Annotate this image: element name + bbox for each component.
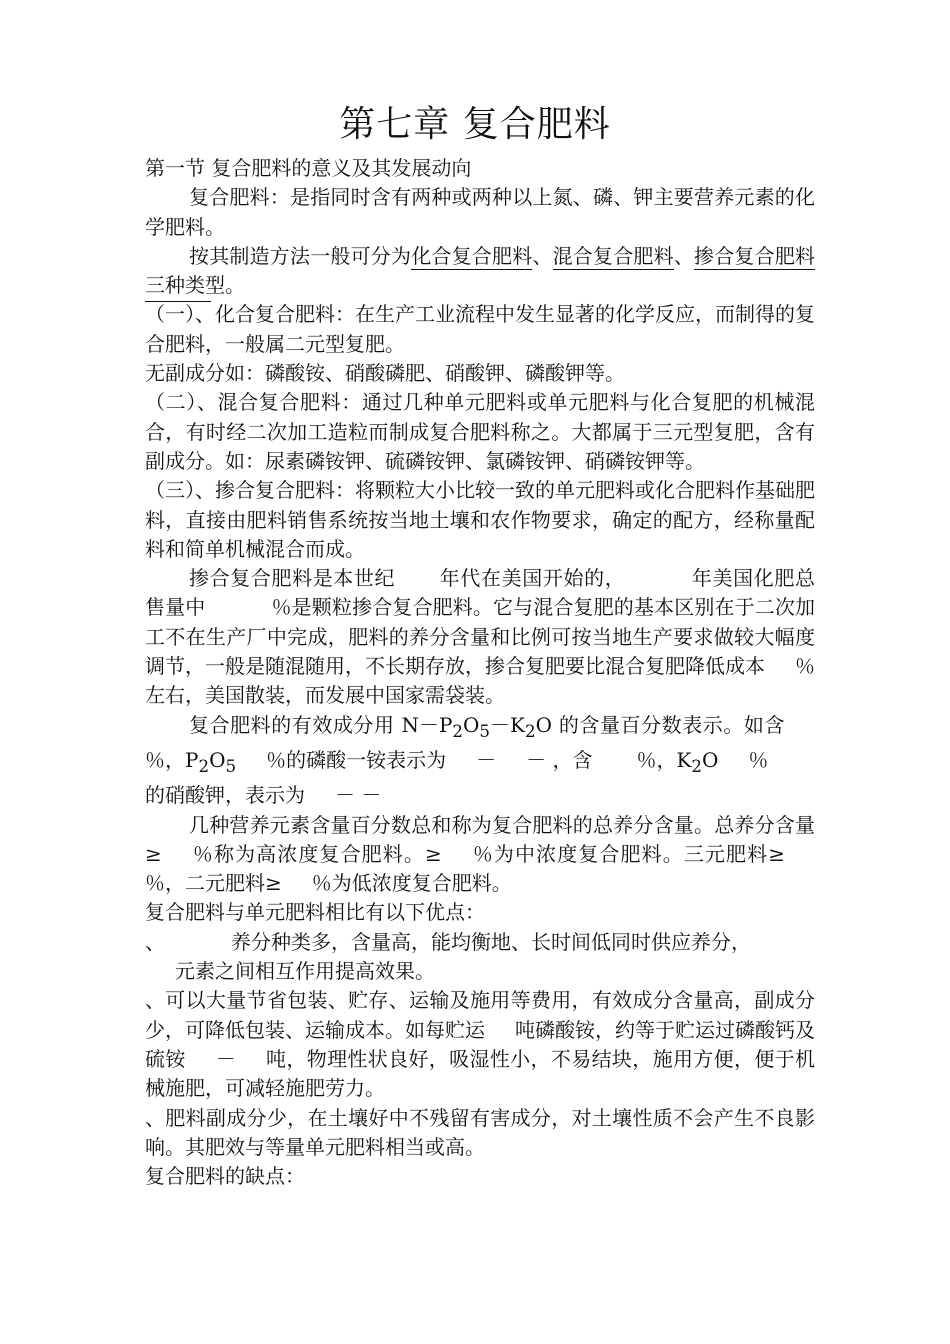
- blend-paragraph: [145, 564, 815, 710]
- part2-paragraph: （二）、混合复合肥料：通过几种单元肥料或单元肥料与化合复肥的机械混合，有时经二次加工造粒而制成复合肥料称之。大都属于三元型复肥，含有副成分。如：尿素磷铵钾、硫磷铵钾、氯磷铵钾、硝磷铵钾等。: [145, 390, 815, 473]
- type-compound-fertilizer: 化合复合肥料: [411, 243, 533, 268]
- chapter-title: 第七章 复合肥料: [339, 104, 611, 145]
- nutrient-text: ％为中浓度复合肥料。三元肥料≥: [471, 841, 785, 866]
- blend-text: 年代在美国开始的，: [439, 566, 626, 591]
- subscript: 5: [479, 721, 491, 741]
- subscript: 2: [198, 756, 210, 776]
- formula-text: －: [476, 747, 497, 772]
- section-heading: 第一节 复合肥料的意义及其发展动向: [145, 156, 472, 180]
- formula-text: O: [463, 712, 480, 737]
- formula-text: ％，P: [145, 747, 199, 772]
- definition-paragraph: 复合肥料：是指同时含有两种或两种以上氮、磷、钾主要营养元素的化学肥料。: [145, 185, 815, 239]
- advantage-text: 元素之间相互作用提高效果。: [175, 959, 435, 984]
- part1-paragraph: （一）、化合复合肥料：在生产工业流程中发生显著的化学反应，而制得的复合肥料，一般属二元型复肥。: [145, 302, 815, 356]
- formula-text: O: [702, 747, 719, 772]
- part3-paragraph: （三）、掺合复合肥料：将颗粒大小比较一致的单元肥料或化合肥料作基础肥料，直接由肥料销售系统按当地土壤和农作物要求，确定的配方，经称量配料和简单机械混合而成。: [145, 478, 815, 561]
- subscript: 5: [225, 756, 237, 776]
- formula-text: ％，K: [636, 747, 692, 772]
- part1-examples: 无副成分如：磷酸铵、硝酸磷肥、硝酸钾、磷酸钾等。: [145, 361, 625, 386]
- advantages-heading: 复合肥料与单元肥料相比有以下优点：: [145, 900, 485, 925]
- blend-text: ％左右，美国散装，而发展中国家需袋装。: [145, 654, 815, 708]
- subscript: 2: [524, 721, 536, 741]
- separator: 、: [673, 243, 695, 268]
- blend-text: 掺合复合肥料是本世纪: [189, 566, 396, 591]
- subscript: 2: [452, 721, 464, 741]
- formula-text: － ，含: [526, 747, 593, 772]
- advantage-text: 、可以大量节省包装、贮存、运输及施用等费用，有效成分含量高，副成分少，可降低包装、运输成本。如每贮运: [145, 988, 815, 1042]
- disadvantages-heading: 复合肥料的缺点：: [145, 1164, 305, 1189]
- subscript: 2: [691, 756, 703, 776]
- formula-text: O: [209, 747, 226, 772]
- classification-paragraph: [145, 242, 815, 301]
- advantage-text: －: [215, 1046, 236, 1071]
- advantage-3: 、肥料副成分少，在土壤好中不残留有害成分，对土壤性质不会产生不良影响。其肥效与等量单元肥料相当或高。: [145, 1105, 815, 1159]
- advantage-text: 吨磷酸铵，约等于贮运过磷酸钙及硫铵: [145, 1017, 815, 1071]
- formula-text: － －: [335, 783, 382, 808]
- blend-text: ％是颗粒掺合复合肥料。它与混合复肥的基本区别在于二次加工不在生产厂中完成，肥料的养分含量和比例可按当地生产要求做较大幅度调节，一般是随混随用，不长期存放，掺合复肥要比混合复肥降低成本: [145, 595, 816, 679]
- advantage-1: [145, 928, 815, 987]
- formula-text: ％: [748, 747, 769, 772]
- document-body: [145, 154, 815, 1191]
- separator: 、: [532, 243, 553, 268]
- nutrient-text: 几种营养元素含量百分数总和称为复合肥料的总养分含量。总养分含量≥: [145, 812, 815, 866]
- classification-suffix: 三种类型。: [145, 273, 245, 298]
- formula-text: 的硝酸钾，表示为: [145, 783, 305, 808]
- formula-paragraph: [145, 711, 815, 811]
- classification-prefix: 按其制造方法一般可分为: [189, 243, 412, 268]
- advantage-text: 养分种类多，含量高，能均衡地、长时间低同时供应养分，: [231, 929, 751, 954]
- formula-text: －K: [490, 712, 525, 737]
- type-blended-fertilizer: 掺合复合肥料: [694, 243, 816, 268]
- nutrient-paragraph: [145, 811, 815, 899]
- nutrient-text: ％，二元肥料≥: [145, 871, 282, 896]
- formula-text: O 的含量百分数表示。如含: [535, 712, 785, 737]
- blend-text: 年美国化肥总售量中: [145, 566, 816, 620]
- nutrient-text: ％称为高浓度复合肥料。≥: [191, 841, 442, 866]
- advantage-text: 吨，物理性状良好，吸湿性小，不易结块，施用方便，便于机械施肥，可减轻施肥劳力。: [145, 1046, 816, 1101]
- formula-text: ％的磷酸一铵表示为: [266, 747, 447, 772]
- advantage-2: [145, 986, 815, 1103]
- type-mixed-fertilizer: 混合复合肥料: [552, 243, 674, 268]
- list-marker: 、: [145, 929, 165, 954]
- formula-text: 复合肥料的有效成分用 N－P: [189, 712, 453, 737]
- nutrient-text: ％为低浓度复合肥料。: [311, 871, 512, 896]
